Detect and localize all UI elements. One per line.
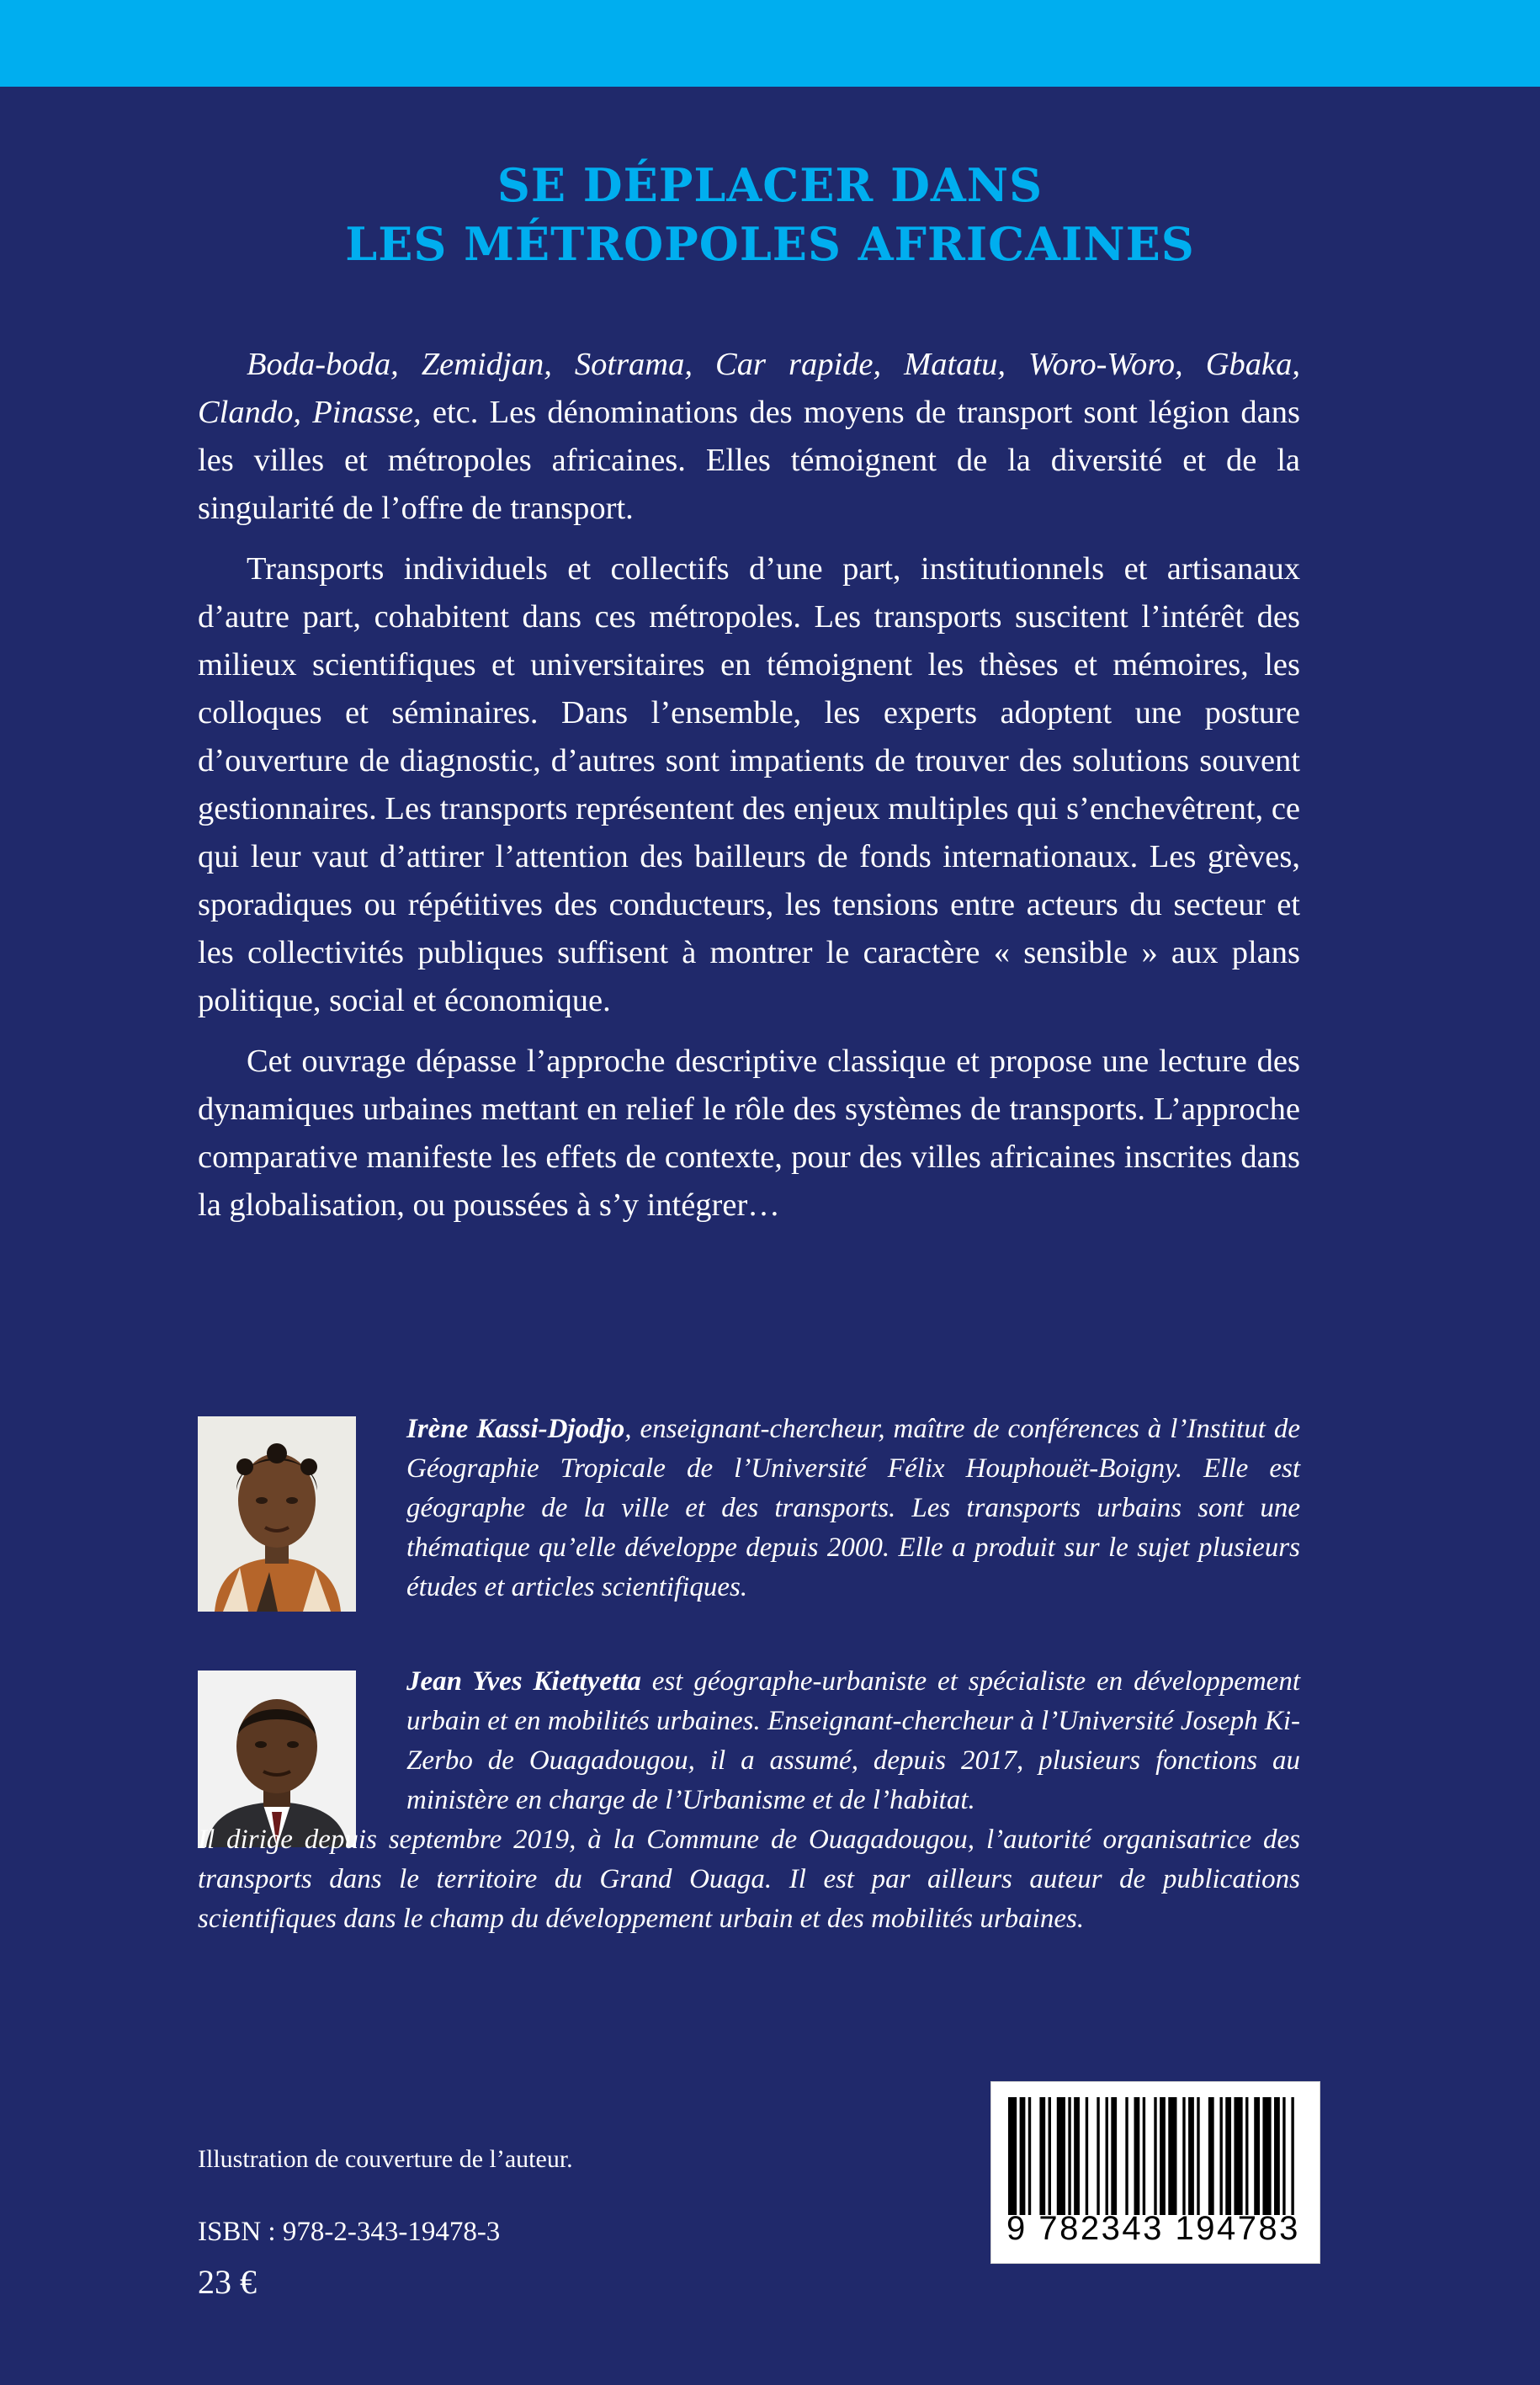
- barcode-bar: [1234, 2097, 1242, 2215]
- blurb-paragraph-2: Transports individuels et collectifs d’une part, institutionnels et artisanaux d’autre part, cohabitent dans ces métropoles. Les transports suscitent l’intérêt des milieux scientifiques et universitaires en témoignent les thèses et mémoires, les colloques et séminaires. Dans l’ensemble, les experts adoptent une posture d’ouverture de diagnostic, d’autres sont impatients de trouver des solutions souvent gestionnaires. Les transports représentent des enjeux multiples qui s’enchevêtrent, ce qui leur vaut d’attirer l’attention des bailleurs de fonds internationaux. Les grèves, sporadiques ou répétitives des conducteurs, les tensions entre acteurs du secteur et les collectivités publiques suffisent à montrer le caractère « sensible » aux plans politique, social et économique.: [198, 551, 1300, 1018]
- cover-illustration-credit: Illustration de couverture de l’auteur.: [198, 2145, 573, 2173]
- author-name-1: Irène Kassi-Djodjo: [406, 1414, 625, 1444]
- price: 23 €: [198, 2263, 257, 2301]
- barcode-bar: [1134, 2097, 1140, 2215]
- barcode-bar: [1049, 2097, 1051, 2215]
- barcode-bar: [1168, 2097, 1176, 2215]
- author-bio-2-continued: [198, 1820, 1300, 1939]
- author-bio-1: [406, 1410, 1300, 1607]
- barcode-bar: [1208, 2097, 1214, 2215]
- author-bio-2: [406, 1662, 1300, 1820]
- portrait-image: [198, 1416, 356, 1612]
- top-color-band: [0, 0, 1540, 87]
- author-name-2: Jean Yves Kiettyetta: [406, 1666, 641, 1697]
- barcode-bar: [1282, 2097, 1285, 2215]
- barcode-bar: [1154, 2097, 1156, 2215]
- barcode-bar: [1068, 2097, 1070, 2215]
- barcode-bar: [1106, 2097, 1108, 2215]
- blurb-paragraph-3: Cet ouvrage dépasse l’approche descriptive classique et propose une lecture des dynamiques urbaines mettant en relief le rôle des systèmes de transports. L’approche comparative manifeste les effets de contexte, pour des villes africaines inscrites dans la globalisation, ou poussées à s’y intégrer…: [198, 1044, 1300, 1223]
- author-photo-kassi-djodjo: [198, 1416, 356, 1612]
- barcode-bar: [1254, 2097, 1260, 2215]
- transport-names: Boda-boda, Zemidjan, Sotrama, Car rapide, Matatu, Woro-Woro, Gbaka, Clando, Pinasse,: [198, 347, 1300, 430]
- barcode-bar: [1039, 2097, 1045, 2215]
- barcode-bars: [1008, 2097, 1303, 2215]
- barcode-bar: [1074, 2097, 1080, 2215]
- barcode-bar: [1291, 2097, 1293, 2215]
- barcode-bar: [1182, 2097, 1185, 2215]
- back-cover-blurb: [198, 341, 1300, 1242]
- barcode-bar: [1197, 2097, 1199, 2215]
- barcode-bar: [1143, 2097, 1145, 2215]
- barcode-bar: [1262, 2097, 1271, 2215]
- barcode-bar: [1219, 2097, 1222, 2215]
- barcode-bar: [1097, 2097, 1099, 2215]
- barcode-digits: 9 782343 194783: [1006, 2210, 1300, 2247]
- barcode-bar: [1160, 2097, 1166, 2215]
- barcode: [990, 2081, 1320, 2264]
- book-title: [0, 156, 1540, 274]
- barcode-bar: [1028, 2097, 1031, 2215]
- barcode-bar: [1020, 2097, 1026, 2215]
- blurb-paragraph-1-text: etc. Les dénominations des moyens de transport sont légion dans les villes et métropoles africaines. Elles témoignent de la diversité et de la singularité de l’offre de transport.: [198, 395, 1300, 526]
- author-bio-2-text: est géographe-urbaniste et spécialiste en développement urbain et en mobilités urbaines. Enseignant-chercheur à l’Université Joseph Ki-Zerbo de Ouagadougou, il a assumé, depuis 2017, plusieurs fonctions au ministère en charge de l’Urbanisme et de l’habitat.: [406, 1666, 1300, 1815]
- author-bio-1-text: , enseignant-chercheur, maître de conférences à l’Institut de Géographie Tropicale de l’Université Félix Houphouët-Boigny. Elle est géographe de la ville et des transports. Les transports urbains sont une thématique qu’elle développe depuis 2000. Elle a produit sur le sujet plusieurs études et articles scientifiques.: [406, 1414, 1300, 1602]
- barcode-bar: [1086, 2097, 1088, 2215]
- barcode-bar: [1274, 2097, 1280, 2215]
- barcode-bar: [1188, 2097, 1194, 2215]
- barcode-bar: [1125, 2097, 1128, 2215]
- barcode-bar: [1008, 2097, 1017, 2215]
- author-bio-2-continued-text: Il dirige depuis septembre 2019, à la Commune de Ouagadougou, l’autorité organisatrice des transports dans le territoire du Grand Ouaga. Il est par ailleurs auteur de publications scientifiques dans le champ du développement urbain et des mobilités urbaines.: [198, 1825, 1300, 1934]
- barcode-bar: [1245, 2097, 1248, 2215]
- barcode-bar: [1225, 2097, 1231, 2215]
- blurb-paragraph-1: [198, 341, 1300, 533]
- barcode-bar: [1057, 2097, 1065, 2215]
- title-line-1: SE DÉPLACER DANS: [497, 158, 1043, 212]
- isbn: ISBN : 978-2-343-19478-3: [198, 2217, 501, 2247]
- barcode-bar: [1111, 2097, 1117, 2215]
- title-line-2: LES MÉTROPOLES AFRICAINES: [345, 217, 1195, 271]
